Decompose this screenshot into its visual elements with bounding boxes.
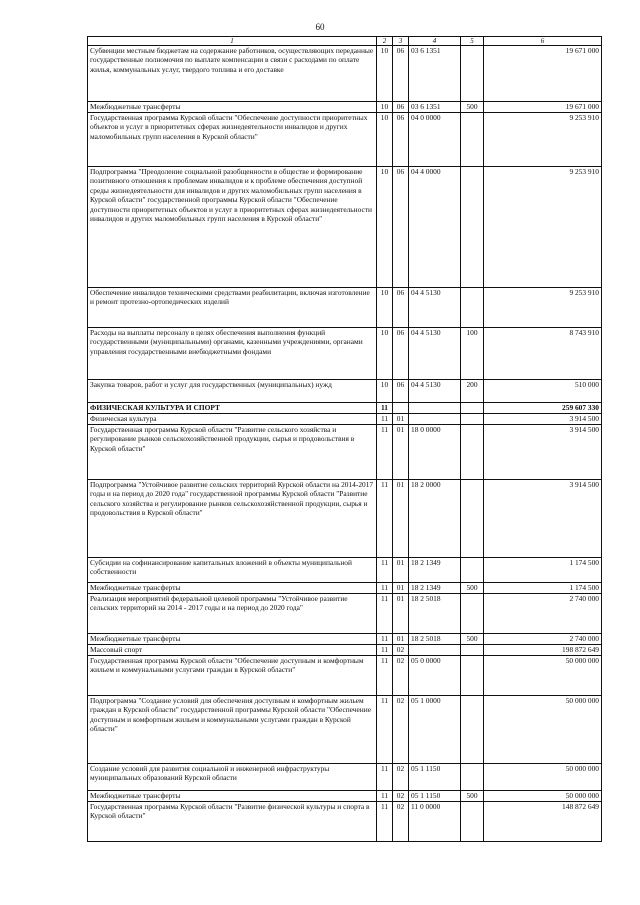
- row-target-article-cell: 18 2 1349: [409, 583, 461, 594]
- row-amount-cell: 50 000 000: [484, 764, 602, 791]
- table-row: [88, 403, 602, 414]
- row-subsection-cell: 02: [393, 791, 409, 802]
- row-target-article-cell: 03 6 1351: [409, 102, 461, 113]
- row-expense-type-cell: [461, 696, 484, 764]
- row-expense-type-cell: [461, 594, 484, 634]
- table-row: [88, 645, 602, 656]
- table-row: [88, 46, 602, 102]
- row-amount-cell: 19 671 000: [484, 102, 602, 113]
- header-col-2: 2: [377, 37, 393, 46]
- row-section-cell: 10: [377, 102, 393, 113]
- row-amount-cell: 3 914 500: [484, 480, 602, 558]
- row-target-article-cell: 04 4 0000: [409, 167, 461, 288]
- row-amount-cell: 259 607 330: [484, 403, 602, 414]
- row-expense-type-cell: [461, 480, 484, 558]
- row-amount-cell: 50 000 000: [484, 656, 602, 696]
- header-col-5: 5: [461, 37, 484, 46]
- row-expense-type-cell: [461, 656, 484, 696]
- row-amount-cell: 3 914 500: [484, 414, 602, 425]
- row-expense-type-cell: [461, 403, 484, 414]
- row-section-cell: 11: [377, 414, 393, 425]
- row-expense-type-cell: 500: [461, 791, 484, 802]
- row-name-cell: Субсидии на софинансирование капитальных вложений в объекты муниципальной собственности: [88, 558, 377, 583]
- budget-table: [87, 36, 602, 842]
- row-section-cell: 11: [377, 583, 393, 594]
- row-name-cell: ФИЗИЧЕСКАЯ КУЛЬТУРА И СПОРТ: [88, 403, 377, 414]
- row-target-article-cell: 04 4 5130: [409, 380, 461, 403]
- row-section-cell: 11: [377, 403, 393, 414]
- row-target-article-cell: 04 0 0000: [409, 113, 461, 167]
- row-section-cell: 10: [377, 113, 393, 167]
- row-target-article-cell: 18 0 0000: [409, 425, 461, 480]
- row-target-article-cell: 05 1 1150: [409, 791, 461, 802]
- table-row: [88, 102, 602, 113]
- row-subsection-cell: 01: [393, 480, 409, 558]
- row-target-article-cell: [409, 414, 461, 425]
- row-subsection-cell: 01: [393, 425, 409, 480]
- row-section-cell: 11: [377, 634, 393, 645]
- row-name-cell: Межбюджетные трансферты: [88, 791, 377, 802]
- row-target-article-cell: 05 1 1150: [409, 764, 461, 791]
- table-row: [88, 764, 602, 791]
- row-name-cell: Реализация мероприятий федеральной целевой программы "Устойчивое развитие сельских территорий на 2014 - 2017 годы и на период до 2020 года": [88, 594, 377, 634]
- row-target-article-cell: 05 0 0000: [409, 656, 461, 696]
- row-amount-cell: 198 872 649: [484, 645, 602, 656]
- page-number: 60: [315, 22, 325, 32]
- row-amount-cell: 2 740 000: [484, 594, 602, 634]
- header-col-1: 1: [88, 37, 377, 46]
- row-name-cell: Межбюджетные трансферты: [88, 102, 377, 113]
- row-amount-cell: 1 174 500: [484, 558, 602, 583]
- row-expense-type-cell: [461, 764, 484, 791]
- row-section-cell: 11: [377, 656, 393, 696]
- row-subsection-cell: 01: [393, 583, 409, 594]
- row-section-cell: 11: [377, 425, 393, 480]
- table-row: [88, 558, 602, 583]
- row-subsection-cell: 06: [393, 102, 409, 113]
- table-row: [88, 288, 602, 328]
- row-section-cell: 11: [377, 480, 393, 558]
- row-section-cell: 11: [377, 594, 393, 634]
- row-target-article-cell: 04 4 5130: [409, 288, 461, 328]
- row-section-cell: 10: [377, 167, 393, 288]
- row-expense-type-cell: 500: [461, 583, 484, 594]
- row-section-cell: 11: [377, 791, 393, 802]
- table-row: [88, 594, 602, 634]
- row-amount-cell: 2 740 000: [484, 634, 602, 645]
- row-name-cell: Подпрограмма "Преодоление социальной разобщенности в обществе и формирование позитивного отношения к проблемам инвалидов и к проблеме обеспечения доступной среды жизнедеятельности для инвалидов и других маломобильных групп населения в Курской области" государственной программы Курской области "Обеспечение доступности приоритетных объектов и услуг в приоритетных сферах жизнедеятельности инвалидов и других маломобильных групп населения в Курской области": [88, 167, 377, 288]
- row-amount-cell: 9 253 910: [484, 167, 602, 288]
- row-subsection-cell: 02: [393, 645, 409, 656]
- row-amount-cell: 3 914 500: [484, 425, 602, 480]
- row-subsection-cell: 01: [393, 558, 409, 583]
- row-amount-cell: 9 253 910: [484, 288, 602, 328]
- row-expense-type-cell: [461, 645, 484, 656]
- table-row: [88, 380, 602, 403]
- header-col-6: 6: [484, 37, 602, 46]
- row-expense-type-cell: 500: [461, 102, 484, 113]
- row-name-cell: Государственная программа Курской области "Обеспечение доступным и комфортным жильем и коммунальными услугами граждан в Курской области": [88, 656, 377, 696]
- row-subsection-cell: 06: [393, 288, 409, 328]
- row-subsection-cell: 01: [393, 594, 409, 634]
- row-target-article-cell: [409, 403, 461, 414]
- row-expense-type-cell: [461, 167, 484, 288]
- table-row: [88, 167, 602, 288]
- row-name-cell: Массовый спорт: [88, 645, 377, 656]
- row-target-article-cell: 05 1 0000: [409, 696, 461, 764]
- row-target-article-cell: [409, 645, 461, 656]
- row-name-cell: Государственная программа Курской области "Развитие физической культуры и спорта в Курской области": [88, 802, 377, 842]
- table-row: [88, 425, 602, 480]
- header-col-4: 4: [409, 37, 461, 46]
- table-row: [88, 583, 602, 594]
- row-subsection-cell: [393, 403, 409, 414]
- row-amount-cell: 19 671 000: [484, 46, 602, 102]
- row-expense-type-cell: 500: [461, 634, 484, 645]
- row-section-cell: 10: [377, 380, 393, 403]
- row-name-cell: Подпрограмма "Устойчивое развитие сельских территорий Курской области на 2014-2017 годы и на период до 2020 года" государственной программы Курской области "Развитие сельского хозяйства и регулирование рынков сельскохозяйственной продукции, сырья и продовольствия в Курской области": [88, 480, 377, 558]
- row-target-article-cell: 11 0 0000: [409, 802, 461, 842]
- row-name-cell: Субвенции местным бюджетам на содержание работников, осуществляющих переданные государственные полномочия по выплате компенсации в связи с расходами по оплате жилья, коммунальных услуг, твердого топлива и его доставке: [88, 46, 377, 102]
- row-amount-cell: 9 253 910: [484, 113, 602, 167]
- row-expense-type-cell: 100: [461, 328, 484, 380]
- row-section-cell: 10: [377, 46, 393, 102]
- row-subsection-cell: 02: [393, 656, 409, 696]
- row-expense-type-cell: [461, 113, 484, 167]
- row-expense-type-cell: [461, 414, 484, 425]
- table-row: [88, 328, 602, 380]
- row-amount-cell: 510 000: [484, 380, 602, 403]
- row-expense-type-cell: [461, 802, 484, 842]
- row-name-cell: Государственная программа Курской области "Обеспечение доступности приоритетных объектов и услуг в приоритетных сферах жизнедеятельности инвалидов и других маломобильных групп населения в Курской области": [88, 113, 377, 167]
- row-section-cell: 11: [377, 558, 393, 583]
- row-section-cell: 11: [377, 696, 393, 764]
- row-subsection-cell: 02: [393, 802, 409, 842]
- row-name-cell: Межбюджетные трансферты: [88, 634, 377, 645]
- row-amount-cell: 148 872 649: [484, 802, 602, 842]
- row-name-cell: Подпрограмма "Создание условий для обеспечения доступным и комфортным жильем граждан в Курской области" государственной программы Курской области "Обеспечение доступным и комфортным жильем и коммунальными услугами граждан в Курской области": [88, 696, 377, 764]
- row-amount-cell: 50 000 000: [484, 791, 602, 802]
- row-section-cell: 11: [377, 645, 393, 656]
- row-name-cell: Расходы на выплаты персоналу в целях обеспечения выполнения функций государственными (муниципальными) органами, казенными учреждениями, органами управления государственными внебюджетными фондами: [88, 328, 377, 380]
- row-target-article-cell: 18 2 0000: [409, 480, 461, 558]
- row-target-article-cell: 18 2 1349: [409, 558, 461, 583]
- row-amount-cell: 1 174 500: [484, 583, 602, 594]
- row-subsection-cell: 06: [393, 328, 409, 380]
- row-expense-type-cell: [461, 558, 484, 583]
- row-amount-cell: 50 000 000: [484, 696, 602, 764]
- table-row: [88, 696, 602, 764]
- row-subsection-cell: 02: [393, 764, 409, 791]
- row-expense-type-cell: [461, 425, 484, 480]
- row-name-cell: Создание условий для развития социальной и инженерной инфраструктуры муниципальных образований Курской области: [88, 764, 377, 791]
- row-name-cell: Закупка товаров, работ и услуг для государственных (муниципальных) нужд: [88, 380, 377, 403]
- row-expense-type-cell: [461, 46, 484, 102]
- table-row: [88, 802, 602, 842]
- row-target-article-cell: 18 2 5018: [409, 634, 461, 645]
- header-row: [88, 37, 602, 46]
- row-expense-type-cell: [461, 288, 484, 328]
- row-subsection-cell: 06: [393, 113, 409, 167]
- table-row: [88, 414, 602, 425]
- row-section-cell: 11: [377, 764, 393, 791]
- table-row: [88, 480, 602, 558]
- header-col-3: 3: [393, 37, 409, 46]
- row-subsection-cell: 06: [393, 380, 409, 403]
- table-row: [88, 113, 602, 167]
- row-name-cell: Государственная программа Курской области "Развитие сельского хозяйства и регулирование рынков сельскохозяйственной продукции, сырья и продовольствия в Курской области": [88, 425, 377, 480]
- row-target-article-cell: 04 4 5130: [409, 328, 461, 380]
- row-name-cell: Физическая культура: [88, 414, 377, 425]
- row-subsection-cell: 01: [393, 414, 409, 425]
- row-name-cell: Обеспечение инвалидов техническими средствами реабилитации, включая изготовление и ремонт протезно-ортопедических изделий: [88, 288, 377, 328]
- row-subsection-cell: 02: [393, 696, 409, 764]
- row-amount-cell: 8 743 910: [484, 328, 602, 380]
- row-target-article-cell: 03 6 1351: [409, 46, 461, 102]
- table-row: [88, 656, 602, 696]
- row-subsection-cell: 06: [393, 46, 409, 102]
- row-subsection-cell: 01: [393, 634, 409, 645]
- row-section-cell: 10: [377, 328, 393, 380]
- row-section-cell: 10: [377, 288, 393, 328]
- row-target-article-cell: 18 2 5018: [409, 594, 461, 634]
- row-section-cell: 11: [377, 802, 393, 842]
- table-row: [88, 791, 602, 802]
- row-name-cell: Межбюджетные трансферты: [88, 583, 377, 594]
- table-row: [88, 634, 602, 645]
- row-subsection-cell: 06: [393, 167, 409, 288]
- row-expense-type-cell: 200: [461, 380, 484, 403]
